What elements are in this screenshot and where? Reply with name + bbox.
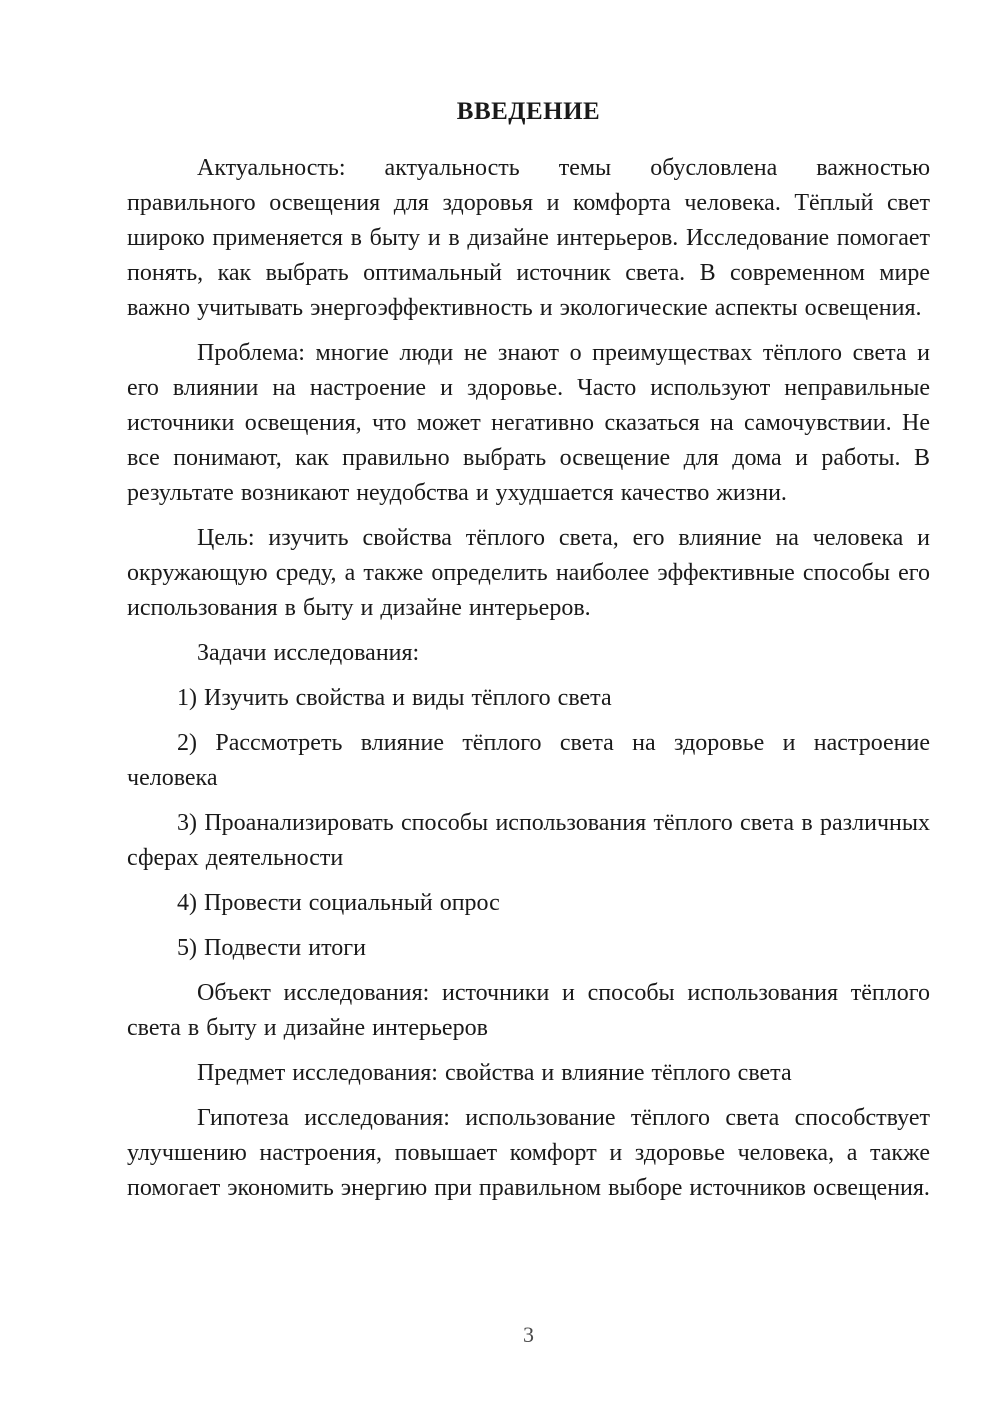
- task-item-4: 4) Провести социальный опрос: [177, 890, 500, 916]
- paragraph-problem: Проблема: многие люди не знают о преимуществах тёплого света и его влиянии на настроение и здоровье. Часто используют неправильные источники освещения, что может негативно сказаться на самочувствии. Не все понимают, как правильно выбрать освещение для дома и работы. В результате возникают неудобства и ухудшается качество жизни.: [127, 340, 930, 506]
- paragraph-subject: Предмет исследования: свойства и влияние тёплого света: [197, 1060, 792, 1086]
- paragraph-object: Объект исследования: источники и способы использования тёплого света в быту и дизайне интерьеров: [127, 980, 930, 1041]
- task-item-5: 5) Подвести итоги: [177, 935, 366, 961]
- task-item-3: 3) Проанализировать способы использования тёплого света в различных сферах деятельности: [127, 810, 930, 871]
- paragraph-goal: Цель: изучить свойства тёплого света, его влияние на человека и окружающую среду, а также определить наиболее эффективные способы его использования в быту и дизайне интерьеров.: [127, 525, 930, 621]
- paragraph-tasks-heading: Задачи исследования:: [197, 640, 420, 666]
- task-item-1: 1) Изучить свойства и виды тёплого света: [177, 685, 612, 711]
- paragraph-hypothesis: Гипотеза исследования: использование тёплого света способствует улучшению настроения, повышает комфорт и здоровье человека, а также помогает экономить энергию при правильном выборе источников освещения.: [127, 1105, 930, 1201]
- page-title: ВВЕДЕНИЕ: [456, 98, 601, 125]
- task-item-2: 2) Рассмотреть влияние тёплого света на здоровье и настроение человека: [127, 730, 930, 791]
- page-number: 3: [523, 1322, 534, 1347]
- paragraph-relevance: Актуальность: актуальность темы обусловлена важностью правильного освещения для здоровья и комфорта человека. Тёплый свет широко применяется в быту и в дизайне интерьеров. Исследование помогает понять, как выбрать оптимальный источник света. В современном мире важно учитывать энергоэффективность и экологические аспекты освещения.: [127, 155, 930, 321]
